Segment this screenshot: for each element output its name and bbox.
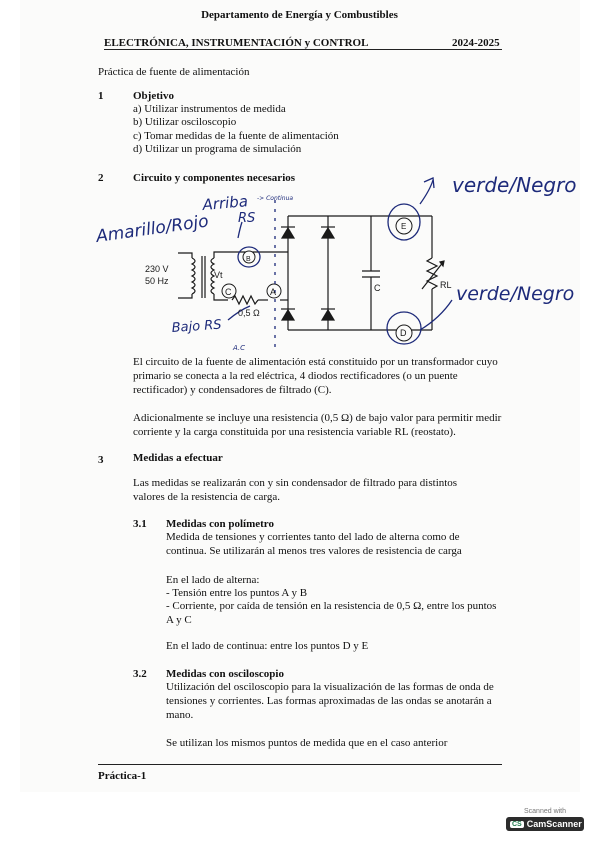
practice-title: Práctica de fuente de alimentación [98, 66, 250, 78]
alterna-title: En el lado de alterna: [166, 574, 260, 586]
hand-arrow-top [420, 180, 433, 204]
annotation-continua: -> Continua [257, 195, 294, 202]
camscanner-badge [506, 817, 584, 831]
capacitor-label: C [374, 283, 381, 293]
section-2-paragraph-2: Adicionalmente se incluye una resistencia (0,5 Ω) de bajo valor para permitir medir corriente y la carga constituida por una resistencia variable RL (reostato). [133, 412, 502, 438]
objective-item-b: b) Utilizar osciloscopio [133, 116, 237, 129]
annotation-verde-negro-bottom: verde/Negro [456, 283, 575, 305]
alterna-line-1: - Tensión entre los puntos A y B [166, 587, 308, 599]
continua-line: En el lado de continua: entre los puntos D y E [166, 640, 369, 652]
academic-year: 2024-2025 [452, 37, 500, 49]
annotation-arriba: Arriba [201, 192, 249, 214]
load-label: RL [440, 280, 452, 290]
node-a-label: A [270, 287, 277, 297]
node-b-label: B [246, 256, 251, 263]
section-3-intro: Las medidas se realizarán con y sin condensador de filtrado para distintos valores de la resistencia de carga. [133, 477, 458, 503]
primary-lead-top [178, 253, 192, 258]
diode-2 [322, 228, 334, 238]
subsection-3-2-body: Utilización del osciloscopio para la visualización de las formas de onda de tensiones y corrientes. Las formas aproximadas de las ondas se anotarán a mano. [166, 681, 494, 721]
source-frequency-label: 50 Hz [145, 276, 169, 286]
subsection-3-1-number: 3.1 [133, 518, 147, 530]
footer-rule [98, 764, 502, 765]
diode-4 [322, 310, 334, 320]
annotation-amarillo-rojo: Amarillo/Rojo [94, 211, 210, 247]
primary-lead-bottom [178, 294, 192, 298]
section-2-number: 2 [98, 172, 104, 184]
objective-list [133, 103, 339, 157]
section-1-number: 1 [98, 90, 104, 102]
objective-item-d: d) Utilizar un programa de simulación [133, 143, 302, 156]
subsection-3-1-heading: Medidas con polímetro [166, 518, 274, 530]
hand-arrow-bottom [420, 300, 452, 330]
load-resistor [427, 258, 437, 289]
shunt-resistor-label: 0,5 Ω [238, 308, 260, 318]
subsection-3-2-body-2: Se utilizan los mismos puntos de medida que en el caso anterior [166, 737, 448, 749]
node-e-label: E [401, 222, 407, 231]
section-2-paragraph-1: El circuito de la fuente de alimentación está constituido por un transformador cuyo primario se conecta a la red eléctrica, 4 diodos rectificadores (o un puente rectificador) y condensadores de filtrado (C). [133, 356, 498, 396]
subsection-3-1-body: Medida de tensiones y corrientes tanto del lado de alterna como de continua. Se utilizarán al menos tres valores de resistencia de carga [166, 531, 462, 557]
diode-3 [282, 310, 294, 320]
diode-1 [282, 228, 294, 238]
alterna-line-2: - Corriente, por caída de tensión en la resistencia de 0,5 Ω, entre los puntos A y C [166, 600, 497, 626]
section-3-heading: Medidas a efectuar [133, 452, 223, 464]
annotation-verde-negro-top: verde/Negro [452, 173, 577, 197]
department-title: Departamento de Energía y Combustibles [201, 9, 398, 21]
camscanner-icon: CS [512, 820, 522, 828]
camscanner-brand: CamScanner [526, 819, 582, 829]
subsection-3-2-number: 3.2 [133, 668, 147, 680]
annotation-bajo-rs: Bajo RS [171, 317, 223, 336]
section-3-number: 3 [98, 454, 104, 466]
node-c-label: C [225, 287, 232, 297]
header-rule [104, 49, 502, 50]
section-2-heading: Circuito y componentes necesarios [133, 172, 296, 184]
scanner-watermark [506, 808, 584, 831]
primary-coil [192, 258, 195, 294]
objective-item-c: c) Tomar medidas de la fuente de alimentación [133, 129, 339, 142]
vt-label: Vt [214, 270, 223, 280]
section-1-heading: Objetivo [133, 90, 174, 102]
course-title: ELECTRÓNICA, INSTRUMENTACIÓN y CONTROL [104, 37, 369, 49]
subsection-3-2-heading: Medidas con osciloscopio [166, 668, 284, 680]
shunt-resistor [232, 296, 258, 304]
source-voltage-label: 230 V [145, 264, 169, 274]
objective-item-a: a) Utilizar instrumentos de medida [133, 103, 286, 115]
annotation-rs-top: RS [238, 211, 256, 226]
scanned-with-text: Scanned with [523, 808, 567, 815]
power-supply-circuit-diagram [0, 160, 599, 360]
footer-label: Práctica-1 [98, 770, 147, 782]
node-d-label: D [400, 328, 407, 338]
annotation-ac: A.C [233, 344, 246, 352]
